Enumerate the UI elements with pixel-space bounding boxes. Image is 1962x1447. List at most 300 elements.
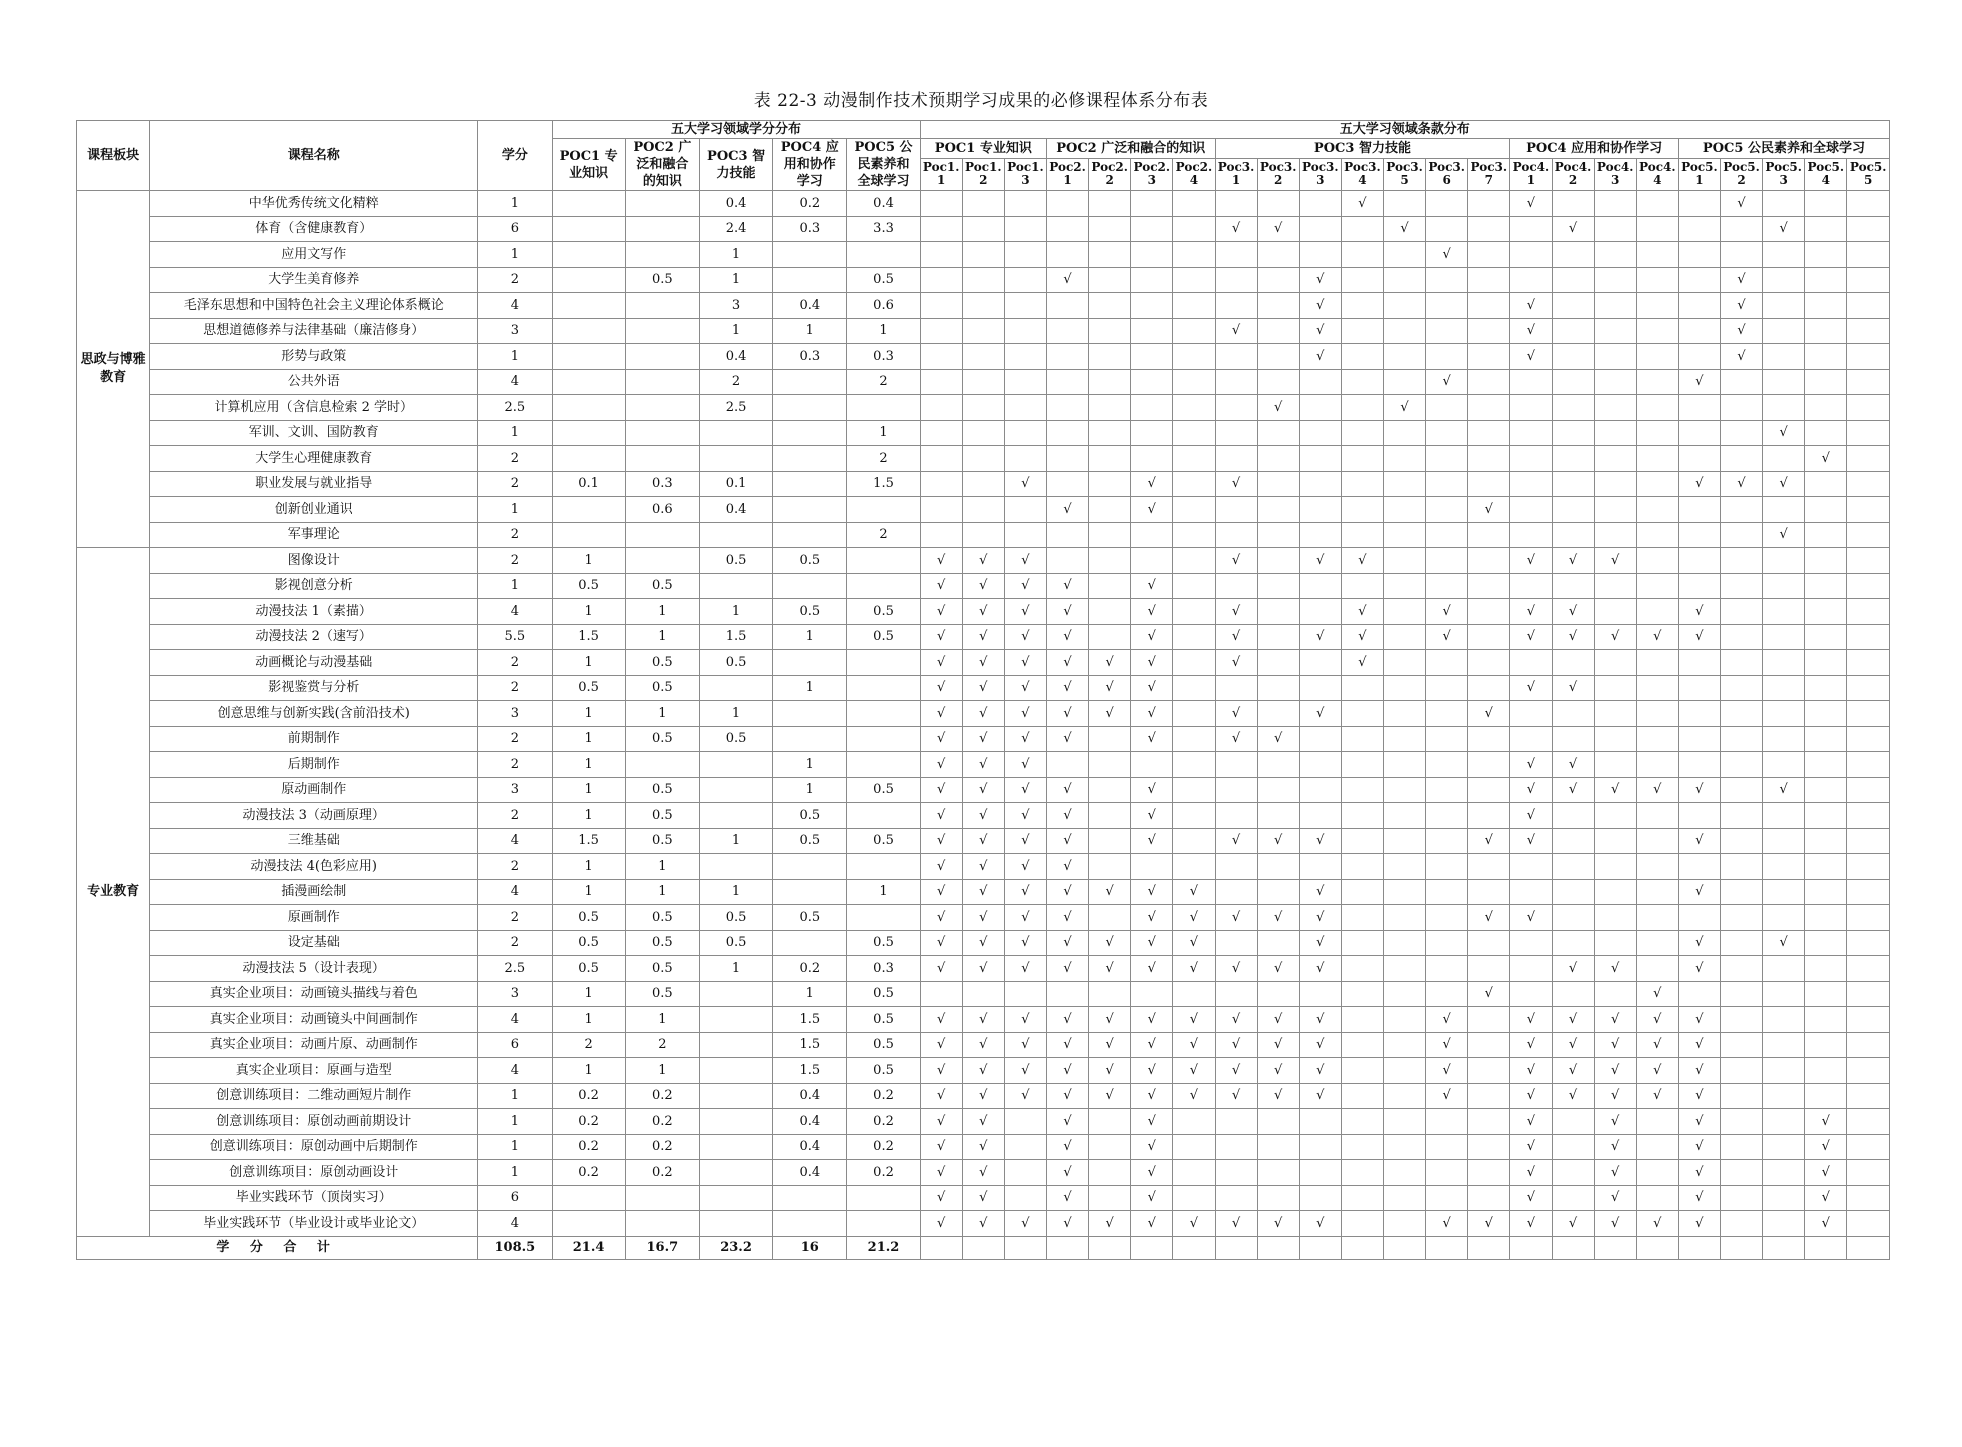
clause-cell xyxy=(1636,446,1678,472)
clause-cell xyxy=(1721,956,1763,982)
check-mark: √ xyxy=(1611,1113,1620,1129)
header-line: Poc2. xyxy=(1133,160,1171,175)
clause-cell xyxy=(1089,1083,1131,1109)
clause-cell xyxy=(1089,650,1131,676)
check-mark: √ xyxy=(979,1037,988,1053)
clause-cell xyxy=(1594,752,1636,778)
area-credit: 1 xyxy=(552,548,625,574)
clause-cell xyxy=(1047,293,1089,319)
check-mark: √ xyxy=(1021,680,1030,696)
clause-cell xyxy=(1131,344,1173,370)
clause-cell xyxy=(1047,777,1089,803)
check-mark: √ xyxy=(1695,1113,1704,1129)
clause-cell xyxy=(1805,1160,1847,1186)
clause-cell xyxy=(1089,854,1131,880)
check-mark: √ xyxy=(979,1190,988,1206)
clause-cell xyxy=(1636,369,1678,395)
clause-cell xyxy=(1131,854,1173,880)
course-credit: 4 xyxy=(478,1007,552,1033)
clause-cell xyxy=(1131,1211,1173,1237)
check-mark: √ xyxy=(1063,1164,1072,1180)
check-mark: √ xyxy=(1526,1139,1536,1155)
clause-cell xyxy=(1299,446,1341,472)
clause-cell xyxy=(962,318,1004,344)
clause-cell xyxy=(1047,854,1089,880)
check-mark: √ xyxy=(1063,960,1072,976)
course-name: 动漫技法 4(色彩应用) xyxy=(150,854,478,880)
clause-cell xyxy=(962,1109,1004,1135)
clause-cell xyxy=(1299,344,1341,370)
clause-cell xyxy=(1847,1007,1890,1033)
clause-cell xyxy=(1721,420,1763,446)
clause-cell xyxy=(1215,1211,1257,1237)
clause-cell xyxy=(920,981,962,1007)
header-clause xyxy=(1173,158,1215,190)
clause-cell xyxy=(920,956,962,982)
check-mark: √ xyxy=(1021,1062,1030,1078)
clause-cell xyxy=(1299,752,1341,778)
header-line: POC1 专 xyxy=(559,148,618,164)
clause-cell xyxy=(1257,395,1299,421)
area-credit: 1 xyxy=(847,420,920,446)
clause-cell xyxy=(1299,803,1341,829)
clause-cell xyxy=(1721,471,1763,497)
clause-cell xyxy=(1510,420,1552,446)
clause-cell xyxy=(1004,242,1046,268)
clause-cell xyxy=(1468,624,1510,650)
clause-cell xyxy=(1805,1058,1847,1084)
area-credit: 0.5 xyxy=(699,726,772,752)
check-mark: √ xyxy=(979,756,988,772)
clause-cell xyxy=(1805,905,1847,931)
clause-cell xyxy=(1089,701,1131,727)
check-mark: √ xyxy=(1063,1113,1072,1129)
header-line: Poc5. xyxy=(1807,160,1845,175)
table-row xyxy=(77,395,1890,421)
clause-cell xyxy=(1847,1185,1890,1211)
clause-cell xyxy=(1468,1185,1510,1211)
clause-cell xyxy=(1131,216,1173,242)
area-credit: 0.5 xyxy=(625,650,699,676)
clause-cell xyxy=(1678,1160,1720,1186)
clause-cell xyxy=(920,701,962,727)
clause-cell xyxy=(1384,446,1426,472)
clause-cell xyxy=(1763,726,1805,752)
clause-cell xyxy=(1510,675,1552,701)
clause-cell xyxy=(1805,1185,1847,1211)
clause-cell xyxy=(1215,803,1257,829)
module-name: 思政与博雅教育 xyxy=(77,191,150,548)
area-credit: 0.2 xyxy=(625,1134,699,1160)
clause-cell xyxy=(1131,420,1173,446)
table-row xyxy=(77,879,1890,905)
clause-cell xyxy=(1594,497,1636,523)
total-clause-cell xyxy=(1089,1236,1131,1259)
clause-cell xyxy=(1215,828,1257,854)
clause-cell xyxy=(1047,879,1089,905)
clause-cell xyxy=(1594,1185,1636,1211)
clause-cell xyxy=(962,905,1004,931)
clause-cell xyxy=(1047,1032,1089,1058)
course-credit: 1 xyxy=(478,1134,552,1160)
check-mark: √ xyxy=(1021,603,1030,619)
area-credit: 0.2 xyxy=(552,1160,625,1186)
clause-cell xyxy=(1131,905,1173,931)
check-mark: √ xyxy=(1147,807,1156,823)
clause-cell xyxy=(1552,344,1594,370)
clause-cell xyxy=(1257,1134,1299,1160)
area-credit: 3 xyxy=(699,293,772,319)
clause-cell xyxy=(1678,1185,1720,1211)
course-name: 设定基础 xyxy=(150,930,478,956)
header-line: 3 xyxy=(1779,173,1788,188)
clause-cell xyxy=(1847,624,1890,650)
header-clause xyxy=(1215,158,1257,190)
course-credit: 6 xyxy=(478,1032,552,1058)
clause-cell xyxy=(1089,905,1131,931)
area-credit: 0.2 xyxy=(552,1109,625,1135)
clause-cell xyxy=(962,1058,1004,1084)
clause-cell xyxy=(1510,369,1552,395)
clause-cell xyxy=(1047,548,1089,574)
header-line: 民素养和 xyxy=(857,157,910,172)
clause-cell xyxy=(1384,395,1426,421)
clause-cell xyxy=(1594,1109,1636,1135)
clause-cell xyxy=(1426,650,1468,676)
header-clause xyxy=(1636,158,1678,190)
clause-cell xyxy=(1678,573,1720,599)
area-credit: 1 xyxy=(699,701,772,727)
clause-cell xyxy=(920,573,962,599)
clause-cell xyxy=(1131,701,1173,727)
clause-cell xyxy=(1004,216,1046,242)
area-credit: 0.6 xyxy=(847,293,920,319)
clause-cell xyxy=(1763,420,1805,446)
check-mark: √ xyxy=(937,1164,946,1180)
clause-cell xyxy=(1847,395,1890,421)
clause-cell xyxy=(1004,701,1046,727)
clause-cell xyxy=(920,1007,962,1033)
check-mark: √ xyxy=(1063,884,1072,900)
check-mark: √ xyxy=(1063,833,1072,849)
clause-cell xyxy=(1215,675,1257,701)
area-credit xyxy=(699,573,772,599)
clause-cell xyxy=(1552,1083,1594,1109)
clause-cell xyxy=(1341,981,1383,1007)
clause-cell xyxy=(1763,191,1805,217)
check-mark: √ xyxy=(1147,1113,1156,1129)
clause-cell xyxy=(962,216,1004,242)
clause-cell xyxy=(1426,752,1468,778)
clause-cell xyxy=(1552,446,1594,472)
clause-cell xyxy=(1510,242,1552,268)
area-credit: 0.5 xyxy=(847,599,920,625)
clause-cell xyxy=(1721,216,1763,242)
clause-cell xyxy=(1763,1160,1805,1186)
clause-cell xyxy=(1384,573,1426,599)
clause-cell xyxy=(1341,803,1383,829)
header-group-poc2: POC2 广泛和融合的知识 xyxy=(1047,139,1216,159)
clause-cell xyxy=(1299,395,1341,421)
course-credit: 4 xyxy=(478,599,552,625)
clause-cell xyxy=(1847,854,1890,880)
clause-cell xyxy=(1341,216,1383,242)
check-mark: √ xyxy=(1063,1190,1072,1206)
check-mark: √ xyxy=(1484,833,1493,849)
header-line: 2 xyxy=(1737,173,1746,188)
clause-cell xyxy=(1215,191,1257,217)
clause-cell xyxy=(1426,369,1468,395)
clause-cell xyxy=(1257,854,1299,880)
course-name: 毕业实践环节（顶岗实习） xyxy=(150,1185,478,1211)
clause-cell xyxy=(1678,267,1720,293)
clause-cell xyxy=(1678,879,1720,905)
clause-cell xyxy=(1847,828,1890,854)
clause-cell xyxy=(1341,395,1383,421)
header-clause xyxy=(1089,158,1131,190)
clause-cell xyxy=(920,803,962,829)
clause-cell xyxy=(1805,242,1847,268)
clause-cell xyxy=(1847,522,1890,548)
check-mark: √ xyxy=(1316,1062,1325,1078)
area-credit: 0.4 xyxy=(699,191,772,217)
area-credit: 0.5 xyxy=(625,573,699,599)
area-credit: 2 xyxy=(552,1032,625,1058)
table-row xyxy=(77,1032,1890,1058)
table-row xyxy=(77,344,1890,370)
check-mark: √ xyxy=(1147,909,1156,925)
check-mark: √ xyxy=(1147,1164,1156,1180)
clause-cell xyxy=(1341,599,1383,625)
clause-cell xyxy=(1215,854,1257,880)
check-mark: √ xyxy=(1189,960,1199,976)
area-credit: 1 xyxy=(847,318,920,344)
check-mark: √ xyxy=(1231,603,1241,619)
clause-cell xyxy=(1341,267,1383,293)
clause-cell xyxy=(1426,191,1468,217)
clause-cell xyxy=(1299,675,1341,701)
area-credit xyxy=(625,293,699,319)
check-mark: √ xyxy=(937,1215,946,1231)
check-mark: √ xyxy=(1063,272,1072,288)
clause-cell xyxy=(1215,905,1257,931)
check-mark: √ xyxy=(1526,680,1536,696)
clause-cell xyxy=(1721,369,1763,395)
clause-cell xyxy=(1257,726,1299,752)
table-row xyxy=(77,573,1890,599)
check-mark: √ xyxy=(1442,1062,1451,1078)
area-credit xyxy=(625,752,699,778)
check-mark: √ xyxy=(1316,1215,1325,1231)
clause-cell xyxy=(1047,446,1089,472)
clause-cell xyxy=(1004,548,1046,574)
check-mark: √ xyxy=(1737,195,1746,211)
clause-cell xyxy=(1678,497,1720,523)
clause-cell xyxy=(1594,318,1636,344)
clause-cell xyxy=(1594,1211,1636,1237)
clause-cell xyxy=(1552,191,1594,217)
area-credit: 0.5 xyxy=(625,981,699,1007)
header-line: 3 xyxy=(1611,173,1620,188)
clause-cell xyxy=(1594,1083,1636,1109)
header-area-poc5 xyxy=(847,139,920,191)
header-line: Poc5. xyxy=(1765,160,1802,175)
clause-cell xyxy=(962,573,1004,599)
area-credit: 0.1 xyxy=(552,471,625,497)
clause-cell xyxy=(1257,701,1299,727)
clause-cell xyxy=(1721,1185,1763,1211)
clause-cell xyxy=(1215,1134,1257,1160)
area-credit: 0.5 xyxy=(773,803,847,829)
clause-cell xyxy=(1341,1007,1383,1033)
clause-cell xyxy=(1594,777,1636,803)
table-row xyxy=(77,701,1890,727)
clause-cell xyxy=(1384,344,1426,370)
clause-cell xyxy=(920,522,962,548)
clause-cell xyxy=(1341,701,1383,727)
check-mark: √ xyxy=(1021,1037,1030,1053)
clause-cell xyxy=(1299,624,1341,650)
clause-cell xyxy=(1510,930,1552,956)
clause-cell xyxy=(1004,752,1046,778)
clause-cell xyxy=(1173,803,1215,829)
check-mark: √ xyxy=(1105,935,1114,951)
clause-cell xyxy=(1636,395,1678,421)
clause-cell xyxy=(1636,930,1678,956)
clause-cell xyxy=(1594,981,1636,1007)
header-clause xyxy=(1131,158,1173,190)
area-credit: 0.5 xyxy=(773,548,847,574)
clause-cell xyxy=(1678,522,1720,548)
clause-cell xyxy=(962,956,1004,982)
clause-cell xyxy=(1215,726,1257,752)
area-credit xyxy=(773,497,847,523)
clause-cell xyxy=(1847,981,1890,1007)
check-mark: √ xyxy=(1695,476,1704,492)
area-credit: 1 xyxy=(699,242,772,268)
area-credit xyxy=(552,344,625,370)
clause-cell xyxy=(1257,216,1299,242)
clause-cell xyxy=(1552,1109,1594,1135)
clause-cell xyxy=(1004,1160,1046,1186)
clause-cell xyxy=(1636,420,1678,446)
clause-cell xyxy=(1763,548,1805,574)
check-mark: √ xyxy=(979,603,988,619)
clause-cell xyxy=(1847,344,1890,370)
clause-cell xyxy=(1552,1134,1594,1160)
check-mark: √ xyxy=(937,858,946,874)
clause-cell xyxy=(1089,522,1131,548)
clause-cell xyxy=(920,879,962,905)
clause-cell xyxy=(1468,1058,1510,1084)
course-credit: 1 xyxy=(478,242,552,268)
clause-cell xyxy=(1510,471,1552,497)
clause-cell xyxy=(1721,1007,1763,1033)
area-credit: 0.1 xyxy=(699,471,772,497)
area-credit xyxy=(847,395,920,421)
clause-cell xyxy=(1510,1058,1552,1084)
area-credit: 0.5 xyxy=(625,828,699,854)
clause-cell xyxy=(920,1185,962,1211)
check-mark: √ xyxy=(1653,1215,1662,1231)
clause-cell xyxy=(1594,956,1636,982)
clause-cell xyxy=(1047,1185,1089,1211)
course-credit: 2 xyxy=(478,752,552,778)
clause-cell xyxy=(1173,675,1215,701)
clause-cell xyxy=(1552,1007,1594,1033)
header-line: 5 xyxy=(1864,173,1873,188)
check-mark: √ xyxy=(937,731,946,747)
clause-cell xyxy=(1257,981,1299,1007)
area-credit xyxy=(699,777,772,803)
clause-cell xyxy=(1257,650,1299,676)
clause-cell xyxy=(1384,675,1426,701)
table-row xyxy=(77,1109,1890,1135)
area-credit xyxy=(773,650,847,676)
area-credit xyxy=(847,675,920,701)
total-clause-cell xyxy=(1131,1236,1173,1259)
clause-cell xyxy=(1257,1160,1299,1186)
clause-cell xyxy=(1089,1007,1131,1033)
clause-cell xyxy=(1004,828,1046,854)
clause-cell xyxy=(1678,854,1720,880)
check-mark: √ xyxy=(1695,935,1704,951)
area-credit: 1.5 xyxy=(699,624,772,650)
clause-cell xyxy=(1004,1134,1046,1160)
clause-cell xyxy=(1384,624,1426,650)
clause-cell xyxy=(1299,420,1341,446)
header-area-credits: 五大学习领域学分分布 xyxy=(552,121,920,139)
clause-cell xyxy=(1131,497,1173,523)
check-mark: √ xyxy=(979,654,988,670)
clause-cell xyxy=(1636,216,1678,242)
clause-cell xyxy=(1678,752,1720,778)
clause-cell xyxy=(1426,573,1468,599)
clause-cell xyxy=(1384,318,1426,344)
clause-cell xyxy=(1594,1032,1636,1058)
check-mark: √ xyxy=(1316,909,1325,925)
clause-cell xyxy=(1510,981,1552,1007)
clause-cell xyxy=(1173,369,1215,395)
total-clause-cell xyxy=(1426,1236,1468,1259)
clause-cell xyxy=(1047,573,1089,599)
clause-cell xyxy=(1173,1032,1215,1058)
clause-cell xyxy=(1131,930,1173,956)
clause-cell xyxy=(1763,803,1805,829)
course-credit: 4 xyxy=(478,1058,552,1084)
clause-cell xyxy=(1594,344,1636,370)
clause-cell xyxy=(1215,650,1257,676)
clause-cell xyxy=(1384,930,1426,956)
clause-cell xyxy=(1131,981,1173,1007)
header-line: Poc4. xyxy=(1639,160,1676,175)
check-mark: √ xyxy=(1526,297,1536,313)
check-mark: √ xyxy=(1611,1190,1620,1206)
area-credit: 0.3 xyxy=(773,216,847,242)
clause-cell xyxy=(1173,242,1215,268)
clause-cell xyxy=(1678,981,1720,1007)
check-mark: √ xyxy=(1611,782,1620,798)
clause-cell xyxy=(1215,752,1257,778)
header-line: 1 xyxy=(1695,173,1704,188)
clause-cell xyxy=(1131,675,1173,701)
clause-cell xyxy=(1426,344,1468,370)
area-credit: 0.2 xyxy=(847,1083,920,1109)
clause-cell xyxy=(1468,318,1510,344)
clause-cell xyxy=(1510,624,1552,650)
table-row xyxy=(77,1211,1890,1237)
header-clause xyxy=(1805,158,1847,190)
